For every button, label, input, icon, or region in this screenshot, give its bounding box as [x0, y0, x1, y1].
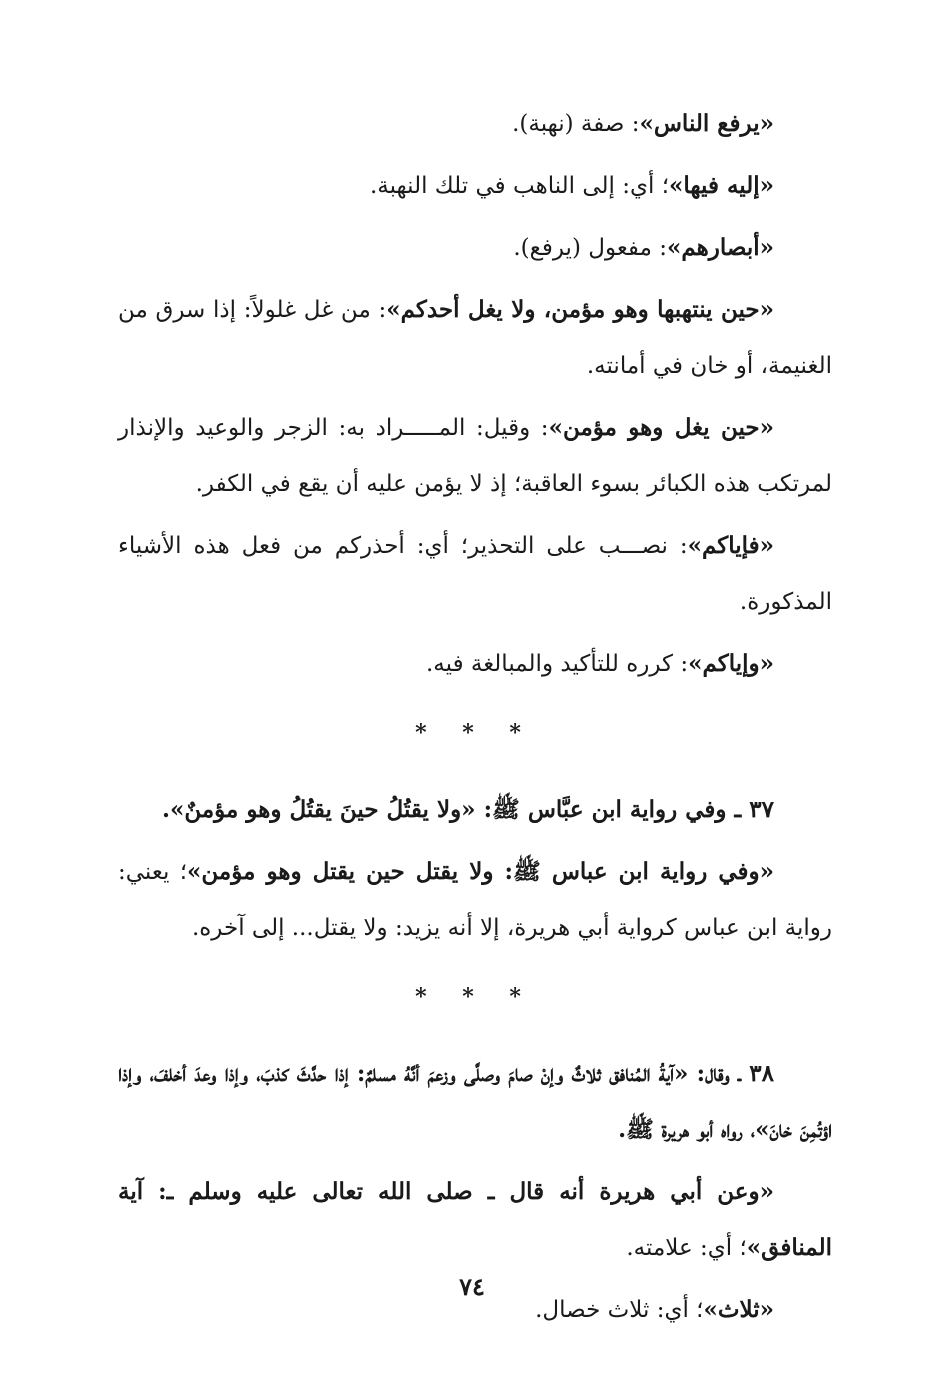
- gloss-1: : صفة (نهبة).: [512, 111, 640, 137]
- paragraph-3: [118, 220, 832, 276]
- gloss-38b: ؛ أي: ثلاث خصال.: [535, 1297, 704, 1323]
- page-body: [118, 96, 832, 1344]
- term-3: «أبصارهم»: [666, 234, 774, 261]
- term-7: «وإياكم»: [688, 650, 774, 677]
- gloss-7: : كرره للتأكيد والمبالغة فيه.: [425, 651, 689, 677]
- term-38b: «ثلاث»: [703, 1296, 774, 1323]
- gloss-5: : وقيل: المـــــراد به: الزجر والوعيد والإنذار لمرتكب هذه الكبائر بسوء العاقبة؛ إذ لا يؤمن عليه أن يقع في الكفر.: [118, 415, 832, 497]
- paragraph-4: [118, 282, 832, 394]
- term-2: «إليه فيها»: [669, 172, 774, 199]
- paragraph-7: [118, 636, 832, 692]
- term-38a: «وعن أبي هريرة أنه قال ـ صلى الله تعالى عليه وسلم ـ: آية المنافق»: [118, 1178, 832, 1261]
- term-1: «يرفع الناس»: [639, 110, 774, 137]
- term-6: «فإياكم»: [687, 532, 774, 559]
- hadith-38-text: ٣٨ ـ وقال: «آيةُ المُنافق ثلاثٌ وإنْ صامَ وصلَّى وزعمَ أنَّهُ مسلمٌ: إذا حدَّثَ كذبَ، وإذا وعدَ أخلفَ، وإذا اؤتُمِنَ خانَ»، رواه أبو هريرة ﷺ.: [118, 1060, 832, 1143]
- section-separator: * * *: [415, 984, 535, 1010]
- hadith-37: [118, 782, 832, 838]
- gloss-38a: ؛ أي: علامته.: [626, 1235, 747, 1261]
- paragraph-5: [118, 400, 832, 512]
- term-37: «وفي رواية ابن عباس ﷺ: ولا يقتل حين يقتل وهو مؤمن»: [187, 858, 774, 885]
- paragraph-commentary-37: [118, 844, 832, 956]
- hadith-37-text: ٣٧ ـ وفي رواية ابن عبَّاس ﷺ: «ولا يقتُلُ حينَ يقتُلُ وهو مؤمنٌ».: [161, 796, 774, 823]
- term-4: «حين ينتهبها وهو مؤمن، ولا يغل أحدكم»: [386, 296, 775, 323]
- paragraph-1: [118, 96, 832, 152]
- paragraph-commentary-38a: [118, 1164, 832, 1276]
- paragraph-6: [118, 518, 832, 630]
- gloss-3: : مفعول (يرفع).: [513, 235, 667, 261]
- gloss-4: : من غل غلولاً: إذا سرق من الغنيمة، أو خان في أمانته.: [118, 297, 832, 379]
- section-separator: * * *: [415, 720, 535, 746]
- term-5: «حين يغل وهو مؤمن»: [548, 414, 774, 441]
- gloss-6: : نصـــب على التحذير؛ أي: أحذركم من فعل هذه الأشياء المذكورة.: [118, 533, 832, 615]
- paragraph-2: [118, 158, 832, 214]
- gloss-37: ؛ يعني: رواية ابن عباس كرواية أبي هريرة، إلا أنه يزيد: ولا يقتل... إلى آخره.: [118, 859, 832, 941]
- hadith-38: [118, 1046, 832, 1158]
- page-number: ٧٤: [459, 1272, 485, 1301]
- gloss-2: ؛ أي: إلى الناهب في تلك النهبة.: [369, 173, 670, 199]
